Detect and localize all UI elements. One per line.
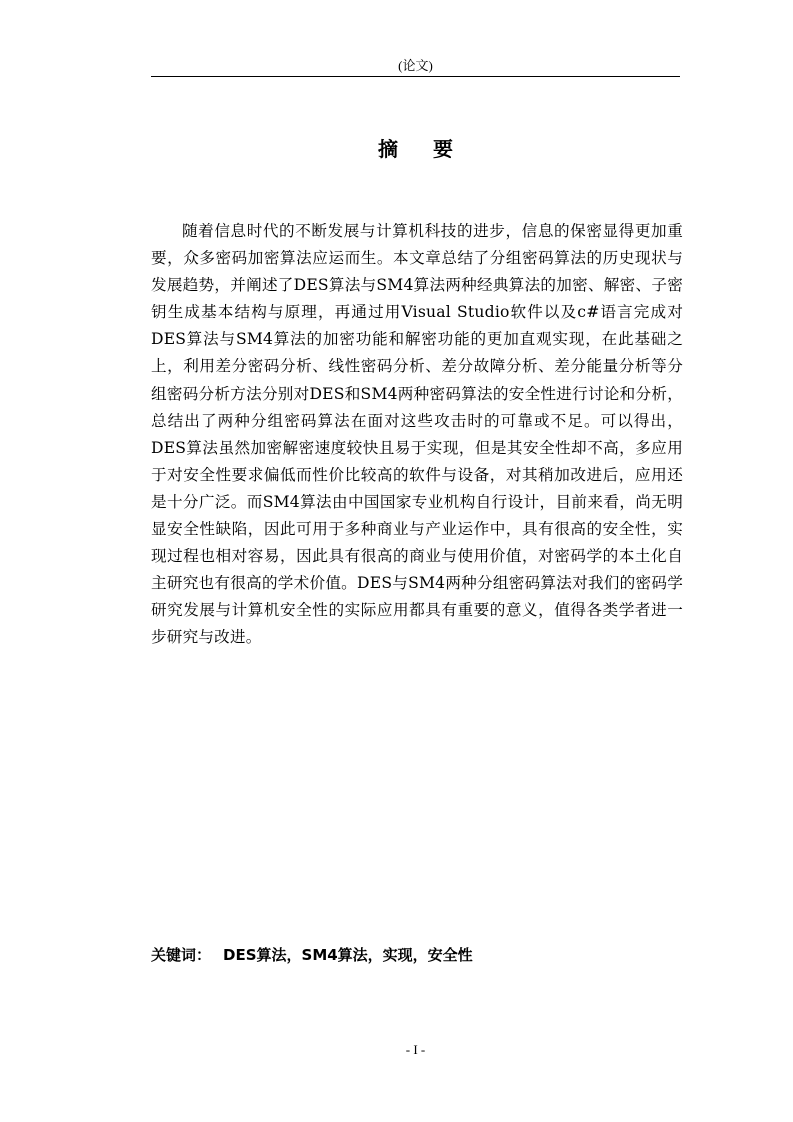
keywords-value: DES算法，SM4算法，实现，安全性 [223,946,473,964]
abstract-body: 随着信息时代的不断发展与计算机科技的进步，信息的保密显得更加重要，众多密码加密算法应运而生。本文章总结了分组密码算法的历史现状与发展趋势，并阐述了DES算法与SM4算法两种经典算法的加密、解密、子密钥生成基本结构与原理，再通过用Visual Studio软件以及c#语言完成对DES算法与SM4算法的加密功能和解密功能的更加直观实现，在此基础之上，利用差分密码分析、线性密码分析、差分故障分析、差分能量分析等分组密码分析方法分别对DES和SM4两种密码算法的安全性进行讨论和分析，总结出了两种分组密码算法在面对这些攻击时的可靠或不足。可以得出，DES算法虽然加密解密速度较快且易于实现，但是其安全性却不高，多应用于对安全性要求偏低而性价比较高的软件与设备，对其稍加改进后，应用还是十分广泛。而SM4算法由中国国家专业机构自行设计，目前来看，尚无明显安全性缺陷，因此可用于多种商业与产业运作中，具有很高的安全性，实现过程也相对容易，因此具有很高的商业与使用价值，对密码学的本土化自主研究也有很高的学术价值。DES与SM4两种分组密码算法对我们的密码学研究发展与计算机安全性的实际应用都具有重要的意义，值得各类学者进一步研究与改进。 [151,222,683,647]
running-header: (论文) [398,58,433,73]
keywords-line [151,944,680,966]
abstract-title: 摘 要 [378,137,467,161]
keywords-label: 关键词： [151,946,212,964]
header-divider [151,76,680,77]
page-number: - I - [405,1042,426,1057]
